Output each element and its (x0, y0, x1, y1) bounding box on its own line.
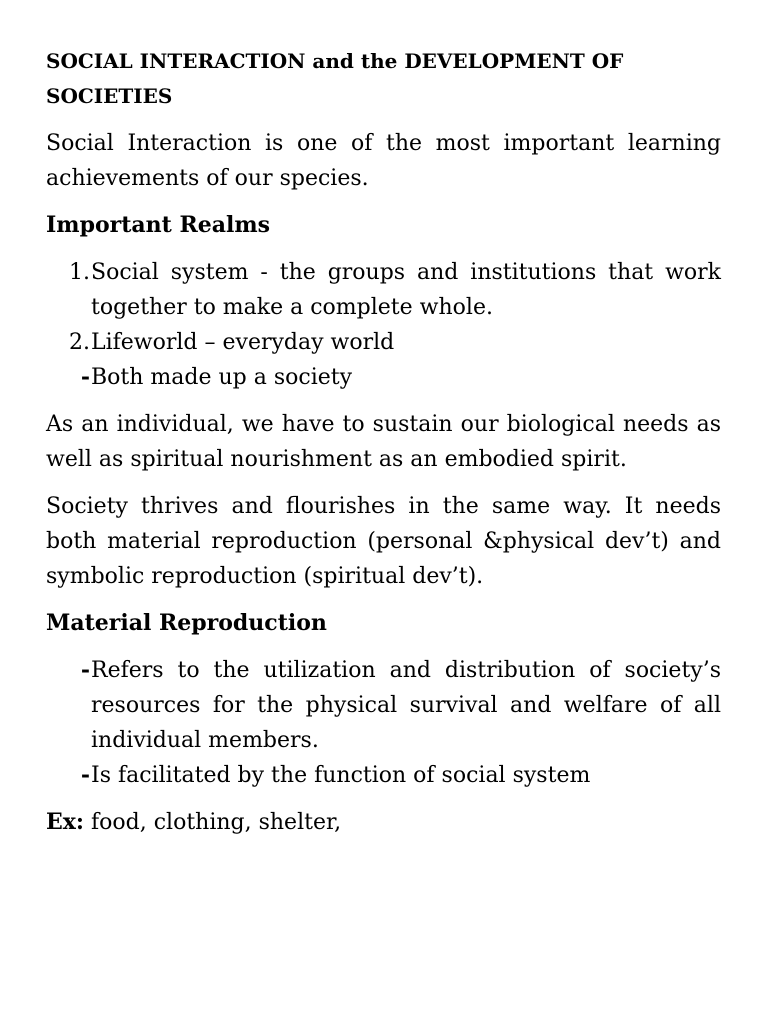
realms-heading: Important Realms (46, 212, 271, 238)
list-item-text: Refers to the utilization and distribution of society’s resources for the physical survival and welfare of all individual members. (91, 658, 721, 753)
material-reproduction-list (46, 653, 721, 793)
society-paragraph: Society thrives and flourishes in the same way. It needs both material reproduction (personal &physical dev’t) and symbolic reproduction (spiritual dev’t). (46, 494, 721, 589)
example-label: Ex: (46, 809, 85, 835)
list-item (46, 653, 721, 758)
example-line (46, 805, 721, 840)
list-item-text: Both made up a society (91, 365, 353, 390)
document-page (46, 44, 721, 852)
list-item (46, 360, 721, 395)
list-marker: - (80, 364, 90, 390)
list-marker: - (80, 762, 90, 788)
list-marker: 1. (69, 260, 90, 285)
list-item (46, 255, 721, 325)
intro-paragraph: Social Interaction is one of the most important learning achievements of our species. (46, 131, 721, 191)
document-title: SOCIAL INTERACTION and the DEVELOPMENT OF SOCIETIES (46, 49, 624, 108)
example-text: food, clothing, shelter, (84, 810, 342, 835)
list-item-text: Is facilitated by the function of social system (91, 763, 591, 788)
list-item (46, 325, 721, 360)
list-item-text: Social system - the groups and institutions that work together to make a complete whole. (91, 260, 721, 320)
list-marker: - (80, 657, 90, 683)
list-item (46, 758, 721, 793)
list-marker: 2. (69, 330, 90, 355)
list-item-text: Lifeworld – everyday world (91, 330, 395, 355)
material-reproduction-heading: Material Reproduction (46, 610, 327, 636)
realms-list (46, 255, 721, 395)
individual-paragraph: As an individual, we have to sustain our biological needs as well as spiritual nourishment as an embodied spirit. (46, 412, 721, 472)
